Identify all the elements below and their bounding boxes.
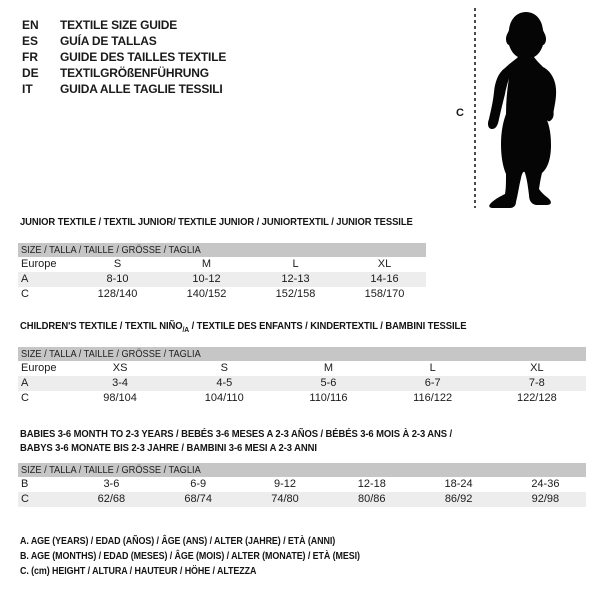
size-cell: 6-9 xyxy=(190,478,207,490)
legend-line-c: C. (cm) HEIGHT / ALTURA / HAUTEUR / HÖHE / ALTEZZA xyxy=(20,565,257,578)
table-row xyxy=(18,391,586,406)
size-cell: XS xyxy=(112,362,128,374)
size-cell: 14-16 xyxy=(370,273,399,285)
size-cell: 140/152 xyxy=(186,288,227,300)
size-cell: 10-12 xyxy=(192,273,221,285)
section-title-children xyxy=(20,320,466,334)
size-cell: S xyxy=(113,258,122,270)
size-cell: M xyxy=(323,362,334,374)
row-label: C xyxy=(21,493,29,505)
size-header-bar xyxy=(18,463,586,477)
size-header-bar xyxy=(18,243,426,257)
size-cell: 68/74 xyxy=(184,493,212,505)
size-header-label: SIZE / TALLA / TAILLE / GRÖSSE / TAGLIA xyxy=(21,348,201,360)
size-cell: 98/104 xyxy=(103,392,137,404)
language-code: EN xyxy=(22,18,39,32)
legend-line-a: A. AGE (YEARS) / EDAD (AÑOS) / ÂGE (ANS) / ALTER (JAHRE) / ETÀ (ANNI) xyxy=(20,535,336,547)
size-cell: 62/68 xyxy=(97,493,126,505)
language-row-fr xyxy=(22,49,226,65)
size-cell: 116/122 xyxy=(413,392,453,404)
row-label: A xyxy=(21,273,29,285)
language-row-de xyxy=(22,65,226,81)
size-cell: 5-6 xyxy=(320,377,337,389)
legend-line-b: B. AGE (MONTHS) / EDAD (MESES) / ÂGE (MOIS) / ALTER (MONATE) / ETÀ (MESI) xyxy=(20,550,360,563)
size-cell: M xyxy=(201,258,212,270)
language-title: GUIDA ALLE TAGLIE TESSILI xyxy=(60,82,223,96)
size-cell: 3-6 xyxy=(103,478,120,490)
section-title-junior: JUNIOR TEXTILE / TEXTIL JUNIOR/ TEXTILE JUNIOR / JUNIORTEXTIL / JUNIOR TESSILE xyxy=(20,216,413,228)
size-cell: L xyxy=(292,258,299,270)
language-code: ES xyxy=(22,34,39,48)
row-label: Europe xyxy=(21,258,57,270)
size-cell: XL xyxy=(530,362,544,374)
size-cell: 12-18 xyxy=(357,478,386,490)
size-cell: 8-10 xyxy=(106,273,129,285)
size-cell: XL xyxy=(377,258,392,270)
size-cell: 74/80 xyxy=(271,493,299,505)
row-label: A xyxy=(21,377,29,389)
size-cell: 104/110 xyxy=(204,392,244,404)
row-label: Europe xyxy=(21,362,57,374)
section-title-line1: BABIES 3-6 MONTH TO 2-3 YEARS / BEBÉS 3-6 MESES A 2-3 AÑOS / BÉBÉS 3-6 MOIS À 2-3 ANS / xyxy=(20,428,453,440)
size-table-junior xyxy=(18,243,426,302)
size-cell: 24-36 xyxy=(531,478,560,490)
table-row xyxy=(18,361,586,376)
language-title: GUIDE DES TAILLES TEXTILE xyxy=(60,50,227,64)
size-header-label: SIZE / TALLA / TAILLE / GRÖSSE / TAGLIA xyxy=(21,244,201,256)
size-cell: 86/92 xyxy=(444,493,473,505)
height-label-c: C xyxy=(456,107,464,119)
size-cell: L xyxy=(429,362,436,374)
size-cell: 152/158 xyxy=(275,288,316,300)
table-row xyxy=(18,376,586,391)
size-header-bar xyxy=(18,347,586,361)
language-code: DE xyxy=(22,66,39,80)
language-title: TEXTILGRÖßENFÜHRUNG xyxy=(60,66,209,80)
size-table-babies xyxy=(18,463,586,507)
language-code: FR xyxy=(22,50,38,64)
language-title-list xyxy=(22,17,226,97)
table-row xyxy=(18,257,426,272)
language-row-en xyxy=(22,17,226,33)
size-cell: 128/140 xyxy=(97,288,138,300)
table-row xyxy=(18,287,426,302)
size-cell: 4-5 xyxy=(216,377,233,389)
legend xyxy=(20,534,420,580)
height-measure-line xyxy=(474,8,476,208)
size-cell: 92/98 xyxy=(531,493,560,505)
section-title-babies xyxy=(20,427,500,455)
language-row-it xyxy=(22,81,226,97)
size-cell: 3-4 xyxy=(112,377,129,389)
size-cell: 18-24 xyxy=(444,478,473,490)
baby-silhouette-icon xyxy=(478,6,570,208)
row-label: C xyxy=(21,392,29,404)
section-title-text: CHILDREN'S TEXTILE / TEXTIL NIÑO xyxy=(20,320,183,332)
section-title-text: / TEXTILE DES ENFANTS / KINDERTEXTIL / BAMBINI TESSILE xyxy=(189,320,467,332)
section-title-line2: BABYS 3-6 MONATE BIS 2-3 JAHRE / BAMBINI 3-6 MESI A 2-3 ANNI xyxy=(20,442,317,454)
size-header-label: SIZE / TALLA / TAILLE / GRÖSSE / TAGLIA xyxy=(21,464,201,476)
size-cell: 122/128 xyxy=(516,392,557,404)
language-title: TEXTILE SIZE GUIDE xyxy=(60,18,178,32)
size-cell: S xyxy=(220,362,228,374)
size-cell: 110/116 xyxy=(309,392,348,404)
language-code: IT xyxy=(22,82,33,96)
language-title: GUÍA DE TALLAS xyxy=(60,34,157,48)
table-row xyxy=(18,477,586,492)
row-label: B xyxy=(21,478,29,490)
row-label: C xyxy=(21,288,29,300)
language-row-es xyxy=(22,33,226,49)
size-cell: 6-7 xyxy=(424,377,441,389)
size-cell: 12-13 xyxy=(281,273,310,285)
size-cell: 158/170 xyxy=(364,288,405,300)
size-table-children xyxy=(18,347,586,406)
section-title-subscript: /A xyxy=(182,325,190,335)
size-cell: 9-12 xyxy=(273,478,296,490)
table-row xyxy=(18,272,426,287)
size-cell: 80/86 xyxy=(358,493,386,505)
table-row xyxy=(18,492,586,507)
size-cell: 7-8 xyxy=(528,377,545,389)
